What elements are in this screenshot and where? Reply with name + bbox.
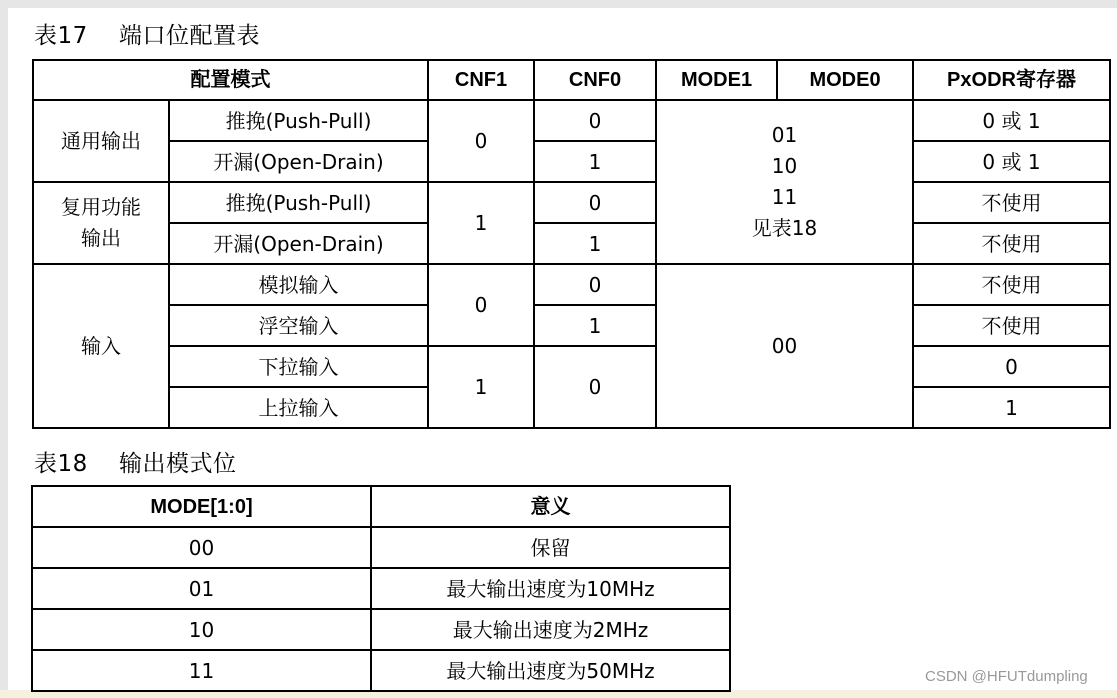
odr-cell: 不使用 (913, 223, 1110, 264)
header-mode-bits: MODE[1:0] (32, 486, 371, 527)
mode-cell: 推挽(Push-Pull) (169, 182, 428, 223)
cnf0-cell: 1 (534, 141, 656, 182)
table18-caption: 表18 输出模式位 (34, 451, 237, 477)
table-row (33, 100, 1110, 141)
header-cnf1: CNF1 (428, 60, 534, 100)
header-mode1: MODE1 (656, 60, 777, 100)
cnf1-cell: 0 (428, 100, 534, 182)
meaning-cell: 最大输出速度为10MHz (371, 568, 730, 609)
table-header-row (33, 60, 1110, 100)
cnf0-cell: 0 (534, 182, 656, 223)
cnf0-cell: 1 (534, 223, 656, 264)
cnf0-cell: 0 (534, 264, 656, 305)
mode-cell: 推挽(Push-Pull) (169, 100, 428, 141)
table-row (33, 305, 1110, 346)
table-row (32, 568, 730, 609)
meaning-cell: 保留 (371, 527, 730, 568)
mode-cell: 开漏(Open-Drain) (169, 141, 428, 182)
meaning-cell: 最大输出速度为50MHz (371, 650, 730, 691)
table-row (32, 609, 730, 650)
table-row (33, 264, 1110, 305)
watermark: CSDN @HFUTdumpling (925, 668, 1088, 685)
table-row (33, 141, 1110, 182)
mode-bits-cell: 10 (32, 609, 371, 650)
header-meaning: 意义 (371, 486, 730, 527)
header-mode0: MODE0 (777, 60, 913, 100)
table-row (32, 650, 730, 691)
table-header-row (32, 486, 730, 527)
odr-cell: 0 或 1 (913, 100, 1110, 141)
cnf1-cell: 1 (428, 346, 534, 428)
page-border-left (0, 0, 8, 698)
table-row (33, 223, 1110, 264)
cnf0-cell: 0 (534, 346, 656, 428)
odr-cell: 不使用 (913, 264, 1110, 305)
cnf0-cell: 0 (534, 100, 656, 141)
mode-value: 10 (771, 154, 798, 178)
mode-value: 01 (771, 123, 798, 147)
mode-bits-cell: 01 (32, 568, 371, 609)
mode-bits-cell: 11 (32, 650, 371, 691)
table-row (33, 182, 1110, 223)
mode-cell: 上拉输入 (169, 387, 428, 428)
table-row (33, 346, 1110, 387)
odr-cell: 不使用 (913, 305, 1110, 346)
group-general-output: 通用输出 (33, 100, 169, 182)
mode-input-cell: 00 (656, 264, 913, 428)
cnf1-cell: 0 (428, 264, 534, 346)
cnf0-cell: 1 (534, 305, 656, 346)
mode-ref: 见表18 (751, 216, 818, 240)
odr-cell: 1 (913, 387, 1110, 428)
mode-cell: 浮空输入 (169, 305, 428, 346)
header-config-mode: 配置模式 (33, 60, 428, 100)
output-mode-table (31, 485, 731, 692)
odr-cell: 不使用 (913, 182, 1110, 223)
port-config-table (32, 59, 1111, 429)
page-border-top (0, 0, 1117, 8)
mode-value: 11 (771, 185, 798, 209)
odr-cell: 0 或 1 (913, 141, 1110, 182)
mode-bits-cell: 00 (32, 527, 371, 568)
mode-cell: 模拟输入 (169, 264, 428, 305)
table-row (32, 527, 730, 568)
group-input: 输入 (33, 264, 169, 428)
group-alt-output: 复用功能 输出 (33, 182, 169, 264)
odr-cell: 0 (913, 346, 1110, 387)
header-cnf0: CNF0 (534, 60, 656, 100)
mode-output-cell (656, 100, 913, 264)
cnf1-cell: 1 (428, 182, 534, 264)
header-pxodr: PxODR寄存器 (913, 60, 1110, 100)
mode-cell: 下拉输入 (169, 346, 428, 387)
meaning-cell: 最大输出速度为2MHz (371, 609, 730, 650)
mode-cell: 开漏(Open-Drain) (169, 223, 428, 264)
table17-caption: 表17 端口位配置表 (34, 23, 261, 49)
